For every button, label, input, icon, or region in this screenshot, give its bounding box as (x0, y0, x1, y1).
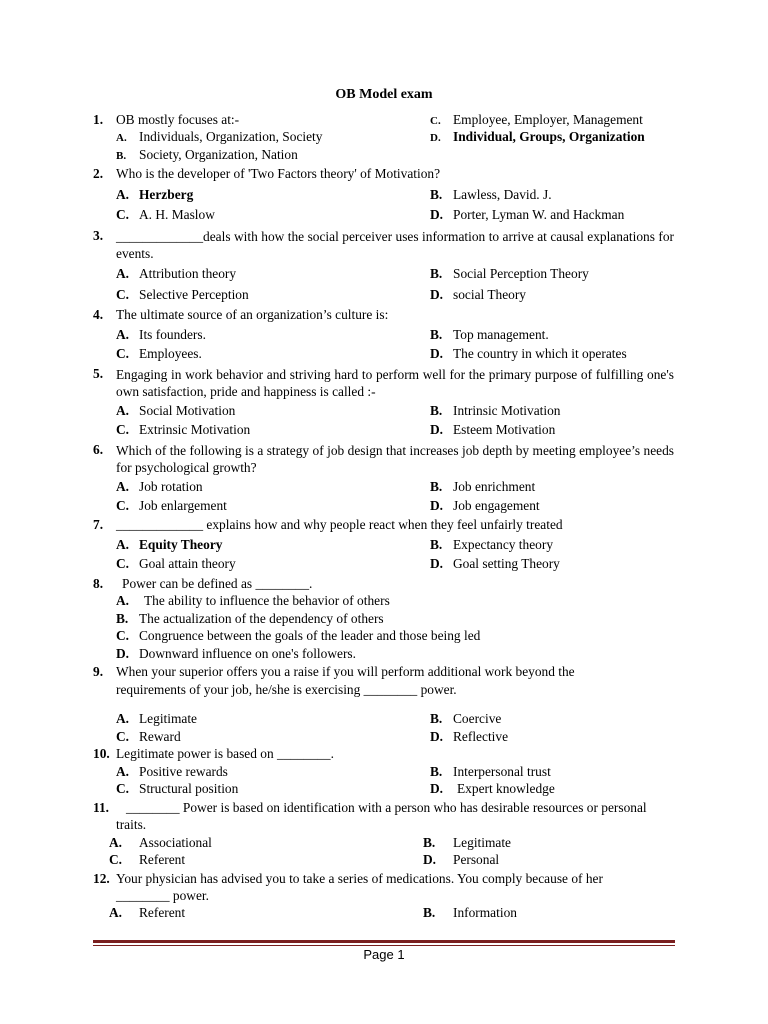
option-text: The country in which it operates (453, 346, 627, 361)
option-text: Equity Theory (139, 537, 223, 552)
option-letter: A. (116, 132, 127, 144)
option-c (116, 781, 238, 797)
option-text: Referent (139, 905, 186, 920)
option-b (116, 611, 384, 627)
option-letter: D. (430, 132, 441, 144)
option-c (116, 498, 227, 514)
option-letter: C. (109, 852, 123, 867)
option-text: Selective Perception (139, 287, 249, 302)
option-a (116, 129, 322, 146)
option-letter: C. (116, 498, 130, 513)
option-b (430, 327, 549, 343)
option-a (116, 403, 235, 419)
option-a (109, 835, 212, 851)
option-letter: C. (116, 781, 130, 796)
option-b (430, 479, 535, 495)
option-b (430, 187, 552, 203)
option-a (109, 905, 185, 921)
question-text: _____________deals with how the social perceiver uses information to arrive at causal explanations for events. (116, 229, 674, 261)
option-letter: A. (116, 537, 130, 552)
option-a (116, 537, 222, 553)
question-number: 8. (93, 576, 104, 591)
footer-rule-thin (93, 945, 675, 946)
question-text-line-2: ________ power. (116, 888, 209, 903)
option-b (430, 537, 553, 553)
question-text: OB mostly focuses at:- (116, 112, 240, 127)
option-text: Social Motivation (139, 403, 236, 418)
option-d (430, 556, 560, 572)
option-letter: D. (430, 781, 444, 796)
question-text-line-2: traits. (116, 817, 147, 832)
option-text: Expectancy theory (453, 537, 554, 552)
question-text: Power can be defined as ________. (122, 576, 313, 591)
option-b (430, 403, 561, 419)
option-letter: C. (430, 115, 441, 127)
option-text: Esteem Motivation (453, 422, 556, 437)
option-text: Job engagement (453, 498, 540, 513)
option-b (430, 266, 589, 282)
option-letter: C. (116, 422, 130, 437)
option-letter: A. (116, 403, 130, 418)
option-text: Employees. (139, 346, 202, 361)
option-text: Information (453, 905, 517, 920)
option-text: Lawless, David. J. (453, 187, 552, 202)
option-text: Employee, Employer, Management (453, 112, 643, 127)
question-number: 4. (93, 307, 104, 322)
option-text: Society, Organization, Nation (139, 147, 298, 162)
option-text: Legitimate (453, 835, 512, 850)
option-letter: D. (430, 207, 444, 222)
question-text: Engaging in work behavior and striving hard to perform well for the primary purpose of fulfilling one's own satisfaction, pride and happiness is called :- (116, 367, 674, 399)
option-c (116, 729, 181, 745)
option-text: Goal attain theory (139, 556, 236, 571)
question-text: Who is the developer of 'Two Factors theory' of Motivation? (116, 166, 441, 181)
question-number: 10. (93, 746, 110, 761)
option-text: A. H. Maslow (139, 207, 215, 222)
option-letter: C. (116, 556, 130, 571)
question-number: 1. (93, 112, 104, 127)
option-text: Downward influence on one's followers. (139, 646, 356, 661)
question-number: 2. (93, 166, 104, 181)
option-letter: B. (423, 905, 436, 920)
option-letter: C. (116, 346, 130, 361)
option-letter: A. (116, 327, 130, 342)
option-text: Coercive (453, 711, 502, 726)
option-letter: B. (116, 611, 129, 626)
option-letter: D. (430, 422, 444, 437)
option-letter: D. (430, 729, 444, 744)
option-letter: B. (430, 266, 443, 281)
option-text: Goal setting Theory (453, 556, 560, 571)
option-letter: C. (116, 287, 130, 302)
option-letter: C. (116, 729, 130, 744)
option-a (116, 764, 228, 780)
option-d (116, 646, 356, 662)
option-text: Reward (139, 729, 181, 744)
option-text: The ability to influence the behavior of others (144, 593, 390, 608)
option-text: Legitimate (139, 711, 198, 726)
option-text: Extrinsic Motivation (139, 422, 251, 437)
option-text: Its founders. (139, 327, 206, 342)
option-c (116, 628, 480, 644)
option-c (109, 852, 185, 868)
option-text: The actualization of the dependency of others (139, 611, 384, 626)
option-letter: B. (430, 711, 443, 726)
option-letter: C. (116, 207, 130, 222)
option-text: Herzberg (139, 187, 194, 202)
question-text-line-2: requirements of your job, he/she is exercising ________ power. (116, 682, 457, 697)
option-d (423, 852, 499, 868)
question-text: _____________ explains how and why people react when they feel unfairly treated (116, 517, 563, 532)
option-c (116, 207, 215, 223)
option-text: Individuals, Organization, Society (139, 129, 323, 144)
question-text: The ultimate source of an organization’s culture is: (116, 307, 389, 322)
option-a (116, 327, 206, 343)
option-text: Job enrichment (453, 479, 536, 494)
option-a (116, 711, 197, 727)
option-text: Structural position (139, 781, 239, 796)
option-c (116, 422, 250, 438)
question-number: 5. (93, 366, 104, 381)
option-c (116, 556, 236, 572)
option-b (116, 147, 298, 164)
option-letter: A. (116, 187, 130, 202)
option-letter: B. (430, 187, 443, 202)
option-text: Porter, Lyman W. and Hackman (453, 207, 625, 222)
option-text: Positive rewards (139, 764, 228, 779)
question-text: Which of the following is a strategy of job design that increases job depth by meeting employee’s needs for psychological growth? (116, 443, 674, 475)
option-d (430, 729, 508, 745)
option-d (430, 346, 627, 362)
option-b (430, 764, 551, 780)
question-number: 6. (93, 442, 104, 457)
option-text: Individual, Groups, Organization (453, 129, 645, 144)
exam-title: OB Model exam (335, 87, 433, 102)
question-text: Legitimate power is based on ________. (116, 746, 334, 761)
option-text: Personal (453, 852, 500, 867)
option-text: Intrinsic Motivation (453, 403, 561, 418)
option-b (430, 711, 501, 727)
option-d (430, 781, 555, 797)
question-text-line-1: ________ Power is based on identification with a person who has desirable resources or personal (126, 800, 647, 815)
option-text: Job rotation (139, 479, 203, 494)
option-text: social Theory (453, 287, 527, 302)
option-letter: D. (116, 646, 130, 661)
footer-rule-thick (93, 940, 675, 943)
option-letter: D. (430, 498, 444, 513)
option-a (116, 593, 390, 609)
page-number: Page 1 (363, 947, 405, 962)
option-letter: C. (116, 628, 130, 643)
option-text: Expert knowledge (457, 781, 555, 796)
option-text: Job enlargement (139, 498, 227, 513)
option-letter: B. (423, 835, 436, 850)
option-letter: A. (116, 593, 130, 608)
option-text: Associational (139, 835, 212, 850)
option-a (116, 187, 193, 203)
option-text: Interpersonal trust (453, 764, 551, 779)
option-text: Social Perception Theory (453, 266, 589, 281)
question-text-line-1: When your superior offers you a raise if you will perform additional work beyond the (116, 664, 575, 679)
option-letter: D. (430, 556, 444, 571)
option-d (430, 498, 540, 514)
option-d (430, 207, 624, 223)
option-d (430, 287, 526, 303)
option-c (116, 346, 202, 362)
option-b (423, 905, 517, 921)
option-a (116, 266, 236, 282)
question-number: 12. (93, 871, 110, 886)
option-a (116, 479, 203, 495)
option-c (116, 287, 249, 303)
option-letter: A. (116, 266, 130, 281)
option-letter: B. (116, 150, 127, 162)
option-text: Referent (139, 852, 186, 867)
option-d (430, 129, 645, 146)
question-number: 3. (93, 228, 104, 243)
option-letter: A. (116, 711, 130, 726)
option-text: Attribution theory (139, 266, 237, 281)
option-letter: A. (109, 835, 123, 850)
option-letter: B. (430, 764, 443, 779)
option-letter: B. (430, 327, 443, 342)
question-number: 11. (93, 800, 109, 815)
option-letter: B. (430, 479, 443, 494)
question-number: 7. (93, 517, 104, 532)
option-letter: A. (109, 905, 123, 920)
option-letter: A. (116, 479, 130, 494)
question-number: 9. (93, 664, 104, 679)
option-letter: D. (430, 346, 444, 361)
option-letter: A. (116, 764, 130, 779)
option-letter: B. (430, 403, 443, 418)
option-letter: B. (430, 537, 443, 552)
option-c (430, 112, 643, 129)
option-text: Reflective (453, 729, 509, 744)
option-letter: D. (423, 852, 437, 867)
question-text-line-1: Your physician has advised you to take a series of medications. You comply because of her (116, 871, 603, 886)
option-text: Top management. (453, 327, 549, 342)
option-b (423, 835, 511, 851)
option-d (430, 422, 555, 438)
option-letter: D. (430, 287, 444, 302)
option-text: Congruence between the goals of the leader and those being led (139, 628, 481, 643)
